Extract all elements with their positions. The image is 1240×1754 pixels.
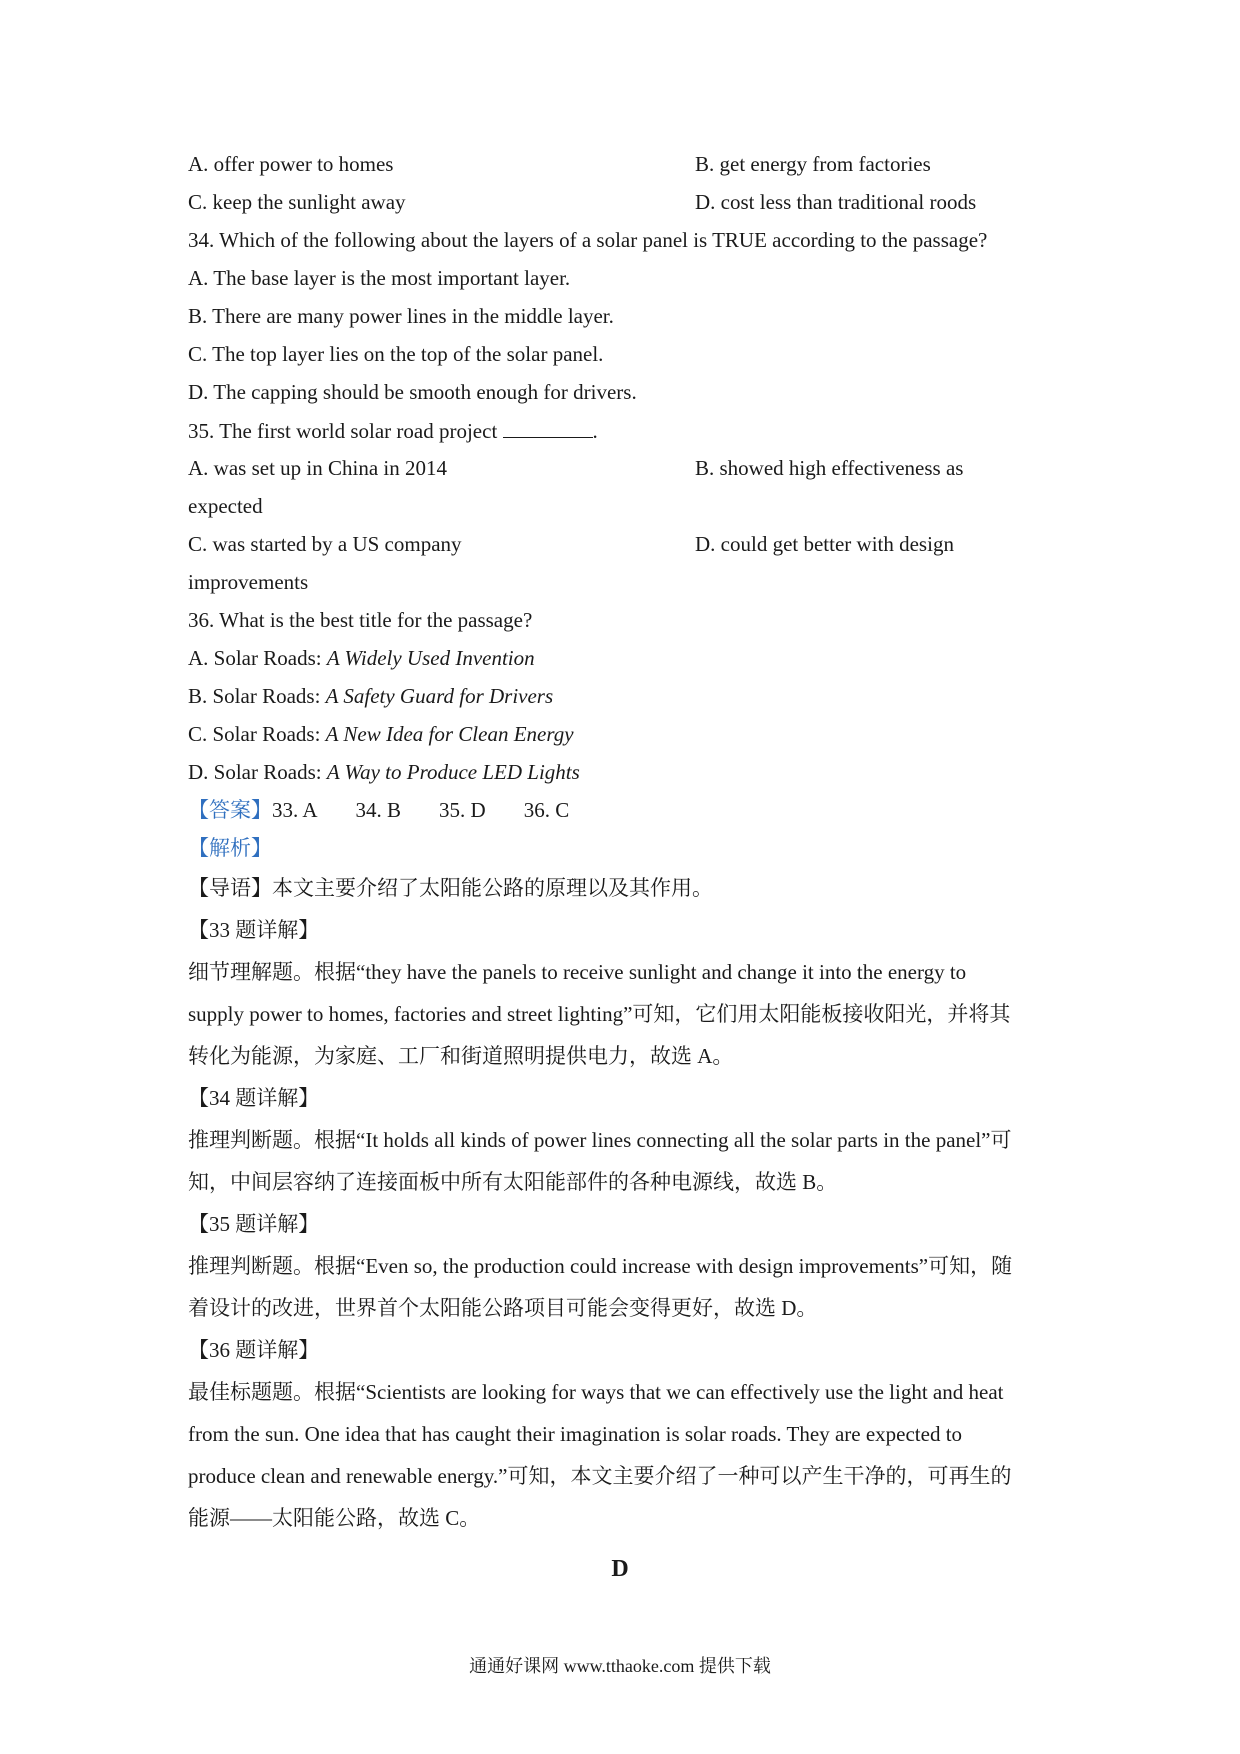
explain-35-line: 着设计的改进，世界首个太阳能公路项目可能会变得更好，故选 D。 [188, 1296, 818, 1320]
q36-option-a [188, 639, 1058, 677]
answer-blank [503, 411, 593, 438]
q36-option-b-title: A Safety Guard for Drivers [325, 684, 554, 708]
q36-option-b [188, 677, 1058, 715]
q33-option-b: B. get energy from factories [695, 152, 931, 176]
q35-option-a: A. was set up in China in 2014 [188, 456, 447, 480]
explain-34-heading: 【34 题详解】 [188, 1086, 320, 1110]
analysis-label: 【解析】 [188, 836, 272, 860]
explain-35-heading: 【35 题详解】 [188, 1212, 320, 1236]
q36-option-a-prefix: A. Solar Roads: [188, 646, 327, 670]
explain-34-line: 推理判断题。根据“It holds all kinds of power lines connecting all the solar parts in the panel”可 [188, 1128, 1012, 1152]
answer-key [188, 791, 1058, 829]
q35-option-d: D. could get better with design [695, 532, 954, 556]
document-body [188, 145, 1058, 1539]
q33-option-d: D. cost less than traditional roods [695, 190, 977, 214]
explain-33-line: 细节理解题。根据“they have the panels to receive sunlight and change it into the energy to [188, 960, 967, 984]
q34-option-b: B. There are many power lines in the middle layer. [188, 304, 614, 328]
explain-36-line: from the sun. One idea that has caught their imagination is solar roads. They are expected to [188, 1422, 963, 1446]
q36-option-c [188, 715, 1058, 753]
answer-label: 【答案】 [188, 798, 272, 822]
q35-option-b-wrap: expected [188, 494, 263, 518]
q36-option-d-prefix: D. Solar Roads: [188, 760, 327, 784]
q35-stem-text: 35. The first world solar road project [188, 419, 498, 443]
q35-options-row-2 [188, 525, 1058, 563]
q33-option-c: C. keep the sunlight away [188, 190, 406, 214]
q33-option-a: A. offer power to homes [188, 152, 394, 176]
q36-option-d [188, 753, 1058, 791]
explain-35-line: 推理判断题。根据“Even so, the production could increase with design improvements”可知，随 [188, 1254, 1013, 1278]
explain-36-line: produce clean and renewable energy.”可知，本文主要介绍了一种可以产生干净的，可再生的 [188, 1464, 1012, 1488]
answer-item: 34. B [355, 798, 402, 822]
explain-33-line: supply power to homes, factories and street lighting”可知，它们用太阳能板接收阳光，并将其 [188, 1002, 1011, 1026]
intro-text: 【导语】本文主要介绍了太阳能公路的原理以及其作用。 [188, 876, 713, 900]
page-footer: 通通好课网 www.tthaoke.com 提供下载 [469, 1656, 771, 1676]
q36-option-a-title: A Widely Used Invention [326, 646, 535, 670]
explain-36-line: 能源——太阳能公路，故选 C。 [188, 1506, 481, 1530]
q36-option-b-prefix: B. Solar Roads: [188, 684, 326, 708]
explain-33-line: 转化为能源，为家庭、工厂和街道照明提供电力，故选 A。 [188, 1044, 734, 1068]
q35-stem [188, 411, 1058, 449]
q35-options-row-1 [188, 449, 1058, 487]
answer-item: 36. C [523, 798, 570, 822]
answer-item: 35. D [439, 798, 486, 822]
q34-option-c: C. The top layer lies on the top of the solar panel. [188, 342, 604, 366]
explain-36-line: 最佳标题题。根据“Scientists are looking for ways that we can effectively use the light and heat [188, 1380, 1004, 1404]
section-heading: D [611, 1556, 629, 1582]
q35-stem-end: . [592, 419, 598, 443]
explain-33-heading: 【33 题详解】 [188, 918, 320, 942]
q35-option-c: C. was started by a US company [188, 532, 462, 556]
explain-34-line: 知，中间层容纳了连接面板中所有太阳能部件的各种电源线，故选 B。 [188, 1170, 838, 1194]
q36-option-c-title: A New Idea for Clean Energy [325, 722, 574, 746]
answer-item: 33. A [272, 798, 318, 822]
q33-options-row-1 [188, 145, 1058, 183]
q34-stem: 34. Which of the following about the layers of a solar panel is TRUE according to the passage? [188, 228, 988, 252]
q34-option-a: A. The base layer is the most important layer. [188, 266, 571, 290]
q36-stem: 36. What is the best title for the passage? [188, 608, 533, 632]
q35-option-b: B. showed high effectiveness as [695, 456, 964, 480]
q36-option-d-title: A Way to Produce LED Lights [326, 760, 580, 784]
q33-options-row-2 [188, 183, 1058, 221]
q34-option-d: D. The capping should be smooth enough for drivers. [188, 380, 637, 404]
explain-36-heading: 【36 题详解】 [188, 1338, 320, 1362]
q35-option-d-wrap: improvements [188, 570, 309, 594]
q36-option-c-prefix: C. Solar Roads: [188, 722, 326, 746]
